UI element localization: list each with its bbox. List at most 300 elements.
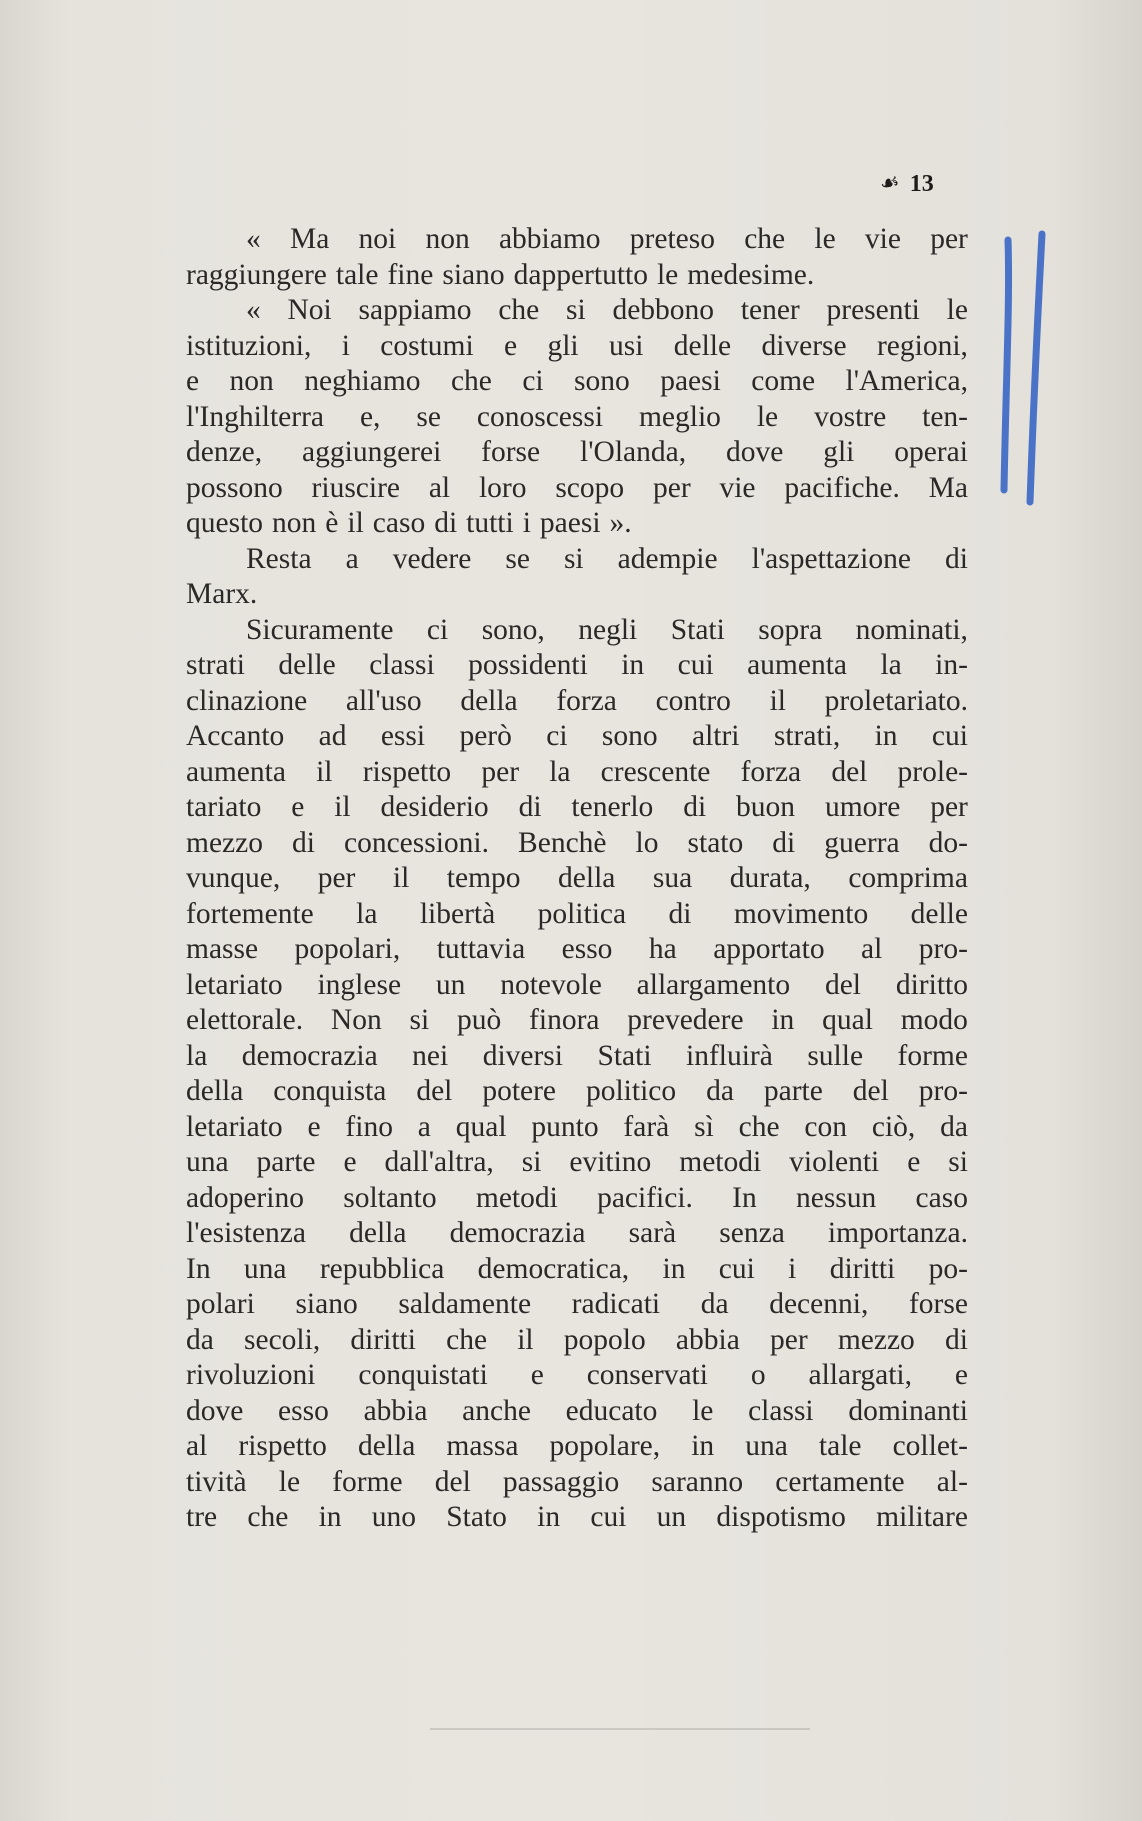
word: tutti <box>466 507 514 539</box>
word: riuscire <box>311 471 401 504</box>
word: del <box>852 1075 889 1107</box>
word: democrazia <box>241 1039 378 1072</box>
word: che <box>450 365 492 397</box>
word: tale <box>818 1430 862 1462</box>
word: tenerlo <box>571 791 654 823</box>
word: dove <box>186 1394 244 1427</box>
text-line <box>186 826 968 862</box>
word: può <box>457 1004 502 1036</box>
text-line <box>186 790 968 826</box>
word: delle <box>673 329 732 362</box>
word: il <box>769 684 786 717</box>
body-text <box>186 222 968 1536</box>
word: in <box>537 1501 561 1533</box>
word: negli <box>578 613 638 646</box>
word: però <box>459 720 512 752</box>
word: anche <box>462 1394 531 1427</box>
word: Ma <box>289 223 330 255</box>
word: Noi <box>287 294 332 326</box>
word: ci <box>426 613 449 646</box>
word: in <box>662 1252 686 1285</box>
word: evitino <box>569 1146 652 1178</box>
word: umore <box>824 791 901 823</box>
word: l'America, <box>845 365 968 397</box>
word: essi <box>380 720 426 752</box>
word: del <box>434 1465 471 1498</box>
word: dall'altra, <box>384 1146 494 1178</box>
word: di <box>518 791 542 823</box>
word: influirà <box>686 1039 773 1072</box>
word: noi <box>358 223 397 255</box>
text-line <box>186 1145 968 1181</box>
word: fortemente <box>186 897 314 930</box>
word: sua <box>652 862 693 894</box>
word: ci <box>522 365 544 397</box>
word: aumenta <box>747 649 848 681</box>
text-line <box>186 1429 968 1465</box>
word: caso <box>915 1181 968 1214</box>
word: della <box>558 862 616 894</box>
text-line <box>186 542 968 578</box>
word: non <box>272 507 317 539</box>
word: prevedere <box>627 1004 744 1036</box>
word: diritti <box>829 1252 896 1285</box>
word: secoli, <box>244 1323 321 1356</box>
text-line <box>186 258 968 294</box>
word: contro <box>655 684 731 717</box>
word: il <box>392 862 410 894</box>
word: sopra <box>758 613 823 646</box>
word: si <box>563 542 584 575</box>
word: senza <box>719 1217 785 1249</box>
word: altri <box>691 720 740 752</box>
word: classi <box>748 1394 814 1427</box>
word: a <box>417 1110 431 1143</box>
text-line <box>186 364 968 400</box>
word: saranno <box>651 1465 744 1498</box>
word: sono <box>601 720 658 752</box>
word: parte <box>763 1075 823 1107</box>
word: classi <box>369 649 435 681</box>
word: pro- <box>918 933 968 965</box>
word: nessun <box>795 1181 877 1214</box>
word: al <box>861 933 883 965</box>
word: e <box>186 365 200 397</box>
word: strati, <box>773 720 841 752</box>
word: passaggio <box>502 1465 620 1498</box>
word: meglio <box>638 400 721 433</box>
text-line <box>186 755 968 791</box>
word: letariato <box>186 968 283 1001</box>
word: i <box>522 507 531 539</box>
word: scopo <box>555 471 625 504</box>
word: conservati <box>586 1359 708 1391</box>
word: regioni, <box>876 329 968 362</box>
word: uno <box>371 1501 417 1533</box>
word: se <box>416 400 441 433</box>
word: clinazione <box>186 684 308 717</box>
word: desiderio <box>380 791 489 823</box>
word: repubblica <box>319 1252 445 1285</box>
text-line <box>186 1110 968 1146</box>
word: i <box>341 329 350 362</box>
word: allargati, <box>808 1359 912 1391</box>
word: medesime. <box>687 258 815 291</box>
word: allargamento <box>636 968 791 1001</box>
word: violenti <box>789 1146 880 1178</box>
word: e <box>504 329 518 362</box>
text-line <box>186 1252 968 1288</box>
word: sarà <box>628 1217 677 1249</box>
word: fino <box>345 1110 393 1143</box>
word: politico <box>585 1075 677 1107</box>
word: conquista <box>273 1075 387 1107</box>
word: una <box>745 1430 788 1462</box>
word: le <box>814 223 836 255</box>
word: notevole <box>500 968 602 1001</box>
word: per <box>481 755 520 788</box>
word: tre <box>186 1501 218 1533</box>
text-line <box>186 1287 968 1323</box>
word: il <box>316 755 333 788</box>
word: a <box>345 542 359 575</box>
word: si <box>566 294 586 326</box>
text-line <box>186 1394 968 1430</box>
word: di <box>434 507 458 539</box>
word: tariato <box>186 791 262 823</box>
word: raggiungere <box>186 258 327 291</box>
word: e, <box>359 400 381 433</box>
word: abbia <box>363 1394 428 1427</box>
word: popolo <box>563 1323 646 1356</box>
word: presenti <box>826 294 920 326</box>
word: usi <box>608 329 644 362</box>
word: di <box>683 791 707 823</box>
blue-pencil-margin-mark-icon <box>990 210 1070 510</box>
word: pro- <box>918 1075 968 1107</box>
word: importanza. <box>827 1217 968 1249</box>
word: tener <box>740 294 800 326</box>
word: siano <box>442 258 505 291</box>
word: per <box>317 862 356 894</box>
word: della <box>460 684 518 717</box>
word: concessioni. <box>344 826 490 859</box>
word: preteso <box>629 223 715 255</box>
text-line <box>186 968 968 1004</box>
word: vie <box>719 471 756 504</box>
word: la <box>880 649 902 681</box>
word: possono <box>186 471 283 504</box>
word: si <box>948 1146 968 1178</box>
page-crease <box>430 1728 810 1730</box>
word: ha <box>648 933 677 965</box>
word: che <box>738 1110 780 1143</box>
word: diritto <box>895 968 968 1001</box>
word: nei <box>412 1039 449 1072</box>
word: gli <box>823 436 855 468</box>
word: l'Inghilterra <box>186 400 325 433</box>
word: paesi <box>539 507 601 539</box>
word: si <box>521 1146 542 1178</box>
word: Ma <box>928 471 968 504</box>
word: rispetto <box>362 755 452 788</box>
word: e <box>954 1359 968 1391</box>
text-line <box>186 1181 968 1217</box>
word: farà <box>623 1110 670 1143</box>
word: neghiamo <box>304 365 421 397</box>
word: Stati <box>670 613 725 646</box>
word: di <box>944 1323 968 1356</box>
word: pacifici. <box>597 1181 693 1214</box>
word: istituzioni, <box>186 329 312 362</box>
word: adempie <box>617 542 718 575</box>
word: lo <box>635 826 659 859</box>
word: e <box>307 1110 321 1143</box>
word: debbono <box>612 294 715 326</box>
word: Non <box>330 1004 382 1036</box>
text-line <box>186 897 968 933</box>
word: esso <box>278 1394 329 1427</box>
text-line <box>186 684 968 720</box>
word: del <box>824 968 862 1001</box>
word: po- <box>928 1252 968 1285</box>
word: forse <box>908 1288 968 1320</box>
word: buon <box>736 791 796 823</box>
text-line <box>186 1003 968 1039</box>
text-line <box>186 329 968 365</box>
word: cui <box>931 720 968 752</box>
text-line <box>186 506 968 542</box>
word: le <box>946 294 968 326</box>
word: dominanti <box>848 1394 968 1427</box>
word: decenni, <box>769 1288 869 1320</box>
word: Marx. <box>186 578 258 610</box>
word: di <box>944 542 968 575</box>
word: tuttavia <box>436 933 526 965</box>
word: vie <box>864 223 901 255</box>
word: democrazia <box>449 1217 586 1249</box>
word: tale <box>335 258 379 291</box>
word: qual <box>455 1110 507 1143</box>
word: aumenta <box>186 755 286 788</box>
word: inglese <box>317 968 402 1001</box>
word: sì <box>694 1110 714 1143</box>
word: massa <box>446 1430 519 1462</box>
page-header <box>877 164 970 204</box>
word: ciò, <box>871 1110 916 1143</box>
word: In <box>732 1181 757 1214</box>
word: delle <box>278 649 336 681</box>
word: in <box>318 1501 342 1533</box>
word: le <box>656 258 679 291</box>
word: vunque, <box>186 862 281 894</box>
word: forza <box>556 684 617 717</box>
word: abbia <box>675 1323 740 1356</box>
word: radicati <box>571 1288 661 1320</box>
word: esso <box>561 933 613 965</box>
fleuron-ornament-icon: ☙ <box>877 169 903 198</box>
word: tività <box>186 1465 247 1498</box>
word: sono, <box>481 613 545 646</box>
text-line <box>186 932 968 968</box>
word: metodi <box>679 1146 762 1178</box>
word: crescente <box>600 755 711 788</box>
word: per <box>652 471 691 504</box>
word: di <box>772 826 796 859</box>
word: il <box>347 507 364 539</box>
word: In <box>186 1252 211 1285</box>
word: nominati, <box>855 613 968 646</box>
word: vostre <box>814 400 887 433</box>
word: al <box>428 471 451 504</box>
text-line <box>186 1039 968 1075</box>
word: se <box>505 542 530 575</box>
word: una <box>243 1252 287 1285</box>
word: in <box>874 720 898 752</box>
word: siano <box>295 1288 358 1320</box>
word: per <box>930 791 968 823</box>
text-line <box>186 222 968 258</box>
word: la <box>549 755 571 788</box>
word: polari <box>186 1288 255 1320</box>
word: delle <box>910 897 968 930</box>
word: dove <box>725 436 784 468</box>
word: del <box>416 1075 453 1107</box>
word: vedere <box>392 542 472 575</box>
word: prole- <box>897 755 968 788</box>
word: saldamente <box>398 1288 532 1320</box>
word: mezzo <box>837 1323 915 1356</box>
word: masse <box>186 933 259 965</box>
word: rispetto <box>238 1430 327 1462</box>
word: proletariato. <box>824 684 968 717</box>
word: e <box>343 1146 357 1178</box>
word: della <box>186 1075 244 1107</box>
text-line <box>186 293 968 329</box>
word: mezzo <box>186 826 263 859</box>
word: l'esistenza <box>186 1217 306 1249</box>
word: democratica, <box>477 1252 630 1285</box>
word: stato <box>687 826 744 859</box>
word: paesi <box>660 365 721 397</box>
word: sono <box>574 365 630 397</box>
word: militare <box>876 1501 968 1533</box>
text-line <box>186 648 968 684</box>
word: e <box>530 1359 544 1391</box>
text-line <box>186 1500 968 1536</box>
word: cui <box>718 1252 755 1285</box>
word: di <box>292 826 315 859</box>
word: il <box>334 791 351 823</box>
word: politica <box>537 897 627 930</box>
word: che <box>446 1323 488 1356</box>
text-line <box>186 471 968 507</box>
word: denze, <box>186 436 263 468</box>
word: all'uso <box>345 684 422 717</box>
word: costumi <box>380 329 474 362</box>
word: cui <box>590 1501 627 1533</box>
word: popolare, <box>549 1430 661 1462</box>
word: in <box>691 1430 715 1462</box>
word: collet- <box>892 1430 968 1462</box>
word: come <box>751 365 816 397</box>
word: che <box>247 1501 289 1533</box>
word: diversi <box>482 1039 563 1072</box>
word: qual <box>822 1004 873 1036</box>
text-line <box>186 861 968 897</box>
word: Stato <box>446 1501 507 1533</box>
word: dispotismo <box>716 1501 846 1533</box>
word: abbiamo <box>498 223 601 255</box>
word: una <box>186 1146 229 1178</box>
word: questo <box>186 507 264 539</box>
word: durata, <box>729 862 811 894</box>
word: Accanto <box>186 720 285 752</box>
word: ad <box>318 720 347 752</box>
word: con <box>804 1110 848 1143</box>
word: e <box>291 791 305 823</box>
word: diverse <box>761 329 847 362</box>
word: apportato <box>713 933 825 965</box>
word: pacifiche. <box>784 471 900 504</box>
word: un <box>656 1501 687 1533</box>
word: della <box>349 1217 407 1249</box>
word: in <box>771 1004 795 1036</box>
word: fine <box>387 258 434 291</box>
word: le <box>278 1465 301 1498</box>
word: i <box>788 1252 797 1285</box>
text-line <box>186 1074 968 1110</box>
word: tempo <box>446 862 521 894</box>
word: possidenti <box>468 649 588 681</box>
word: finora <box>529 1004 600 1036</box>
text-line <box>186 1358 968 1394</box>
word: l'aspettazione <box>751 542 911 575</box>
word: sulle <box>807 1039 864 1072</box>
word: metodi <box>475 1181 558 1214</box>
word: da <box>706 1075 734 1107</box>
word: « <box>246 294 261 326</box>
word: certamente <box>775 1465 905 1498</box>
word: popolari, <box>294 933 401 965</box>
word: da <box>186 1323 214 1356</box>
text-line <box>186 1323 968 1359</box>
word: della <box>357 1430 416 1462</box>
word: caso <box>372 507 426 539</box>
word: e <box>907 1146 921 1178</box>
word: letariato <box>186 1110 283 1143</box>
word: adoperino <box>186 1181 304 1214</box>
word: le <box>692 1394 714 1427</box>
word: conquistati <box>358 1359 488 1391</box>
word: l'Olanda, <box>580 436 687 468</box>
word: movimento <box>733 897 869 930</box>
word: Benchè <box>518 826 607 859</box>
text-line <box>186 435 968 471</box>
word: operai <box>894 436 968 468</box>
word: « <box>246 223 261 255</box>
word: guerra <box>824 826 900 859</box>
word: forme <box>332 1465 403 1498</box>
word: ». <box>609 507 632 539</box>
word: in <box>621 649 645 681</box>
word: ten- <box>922 400 968 433</box>
word: strati <box>186 649 245 681</box>
word: punto <box>531 1110 599 1143</box>
word: le <box>756 400 779 433</box>
word: forza <box>740 755 802 788</box>
word: che <box>744 223 786 255</box>
